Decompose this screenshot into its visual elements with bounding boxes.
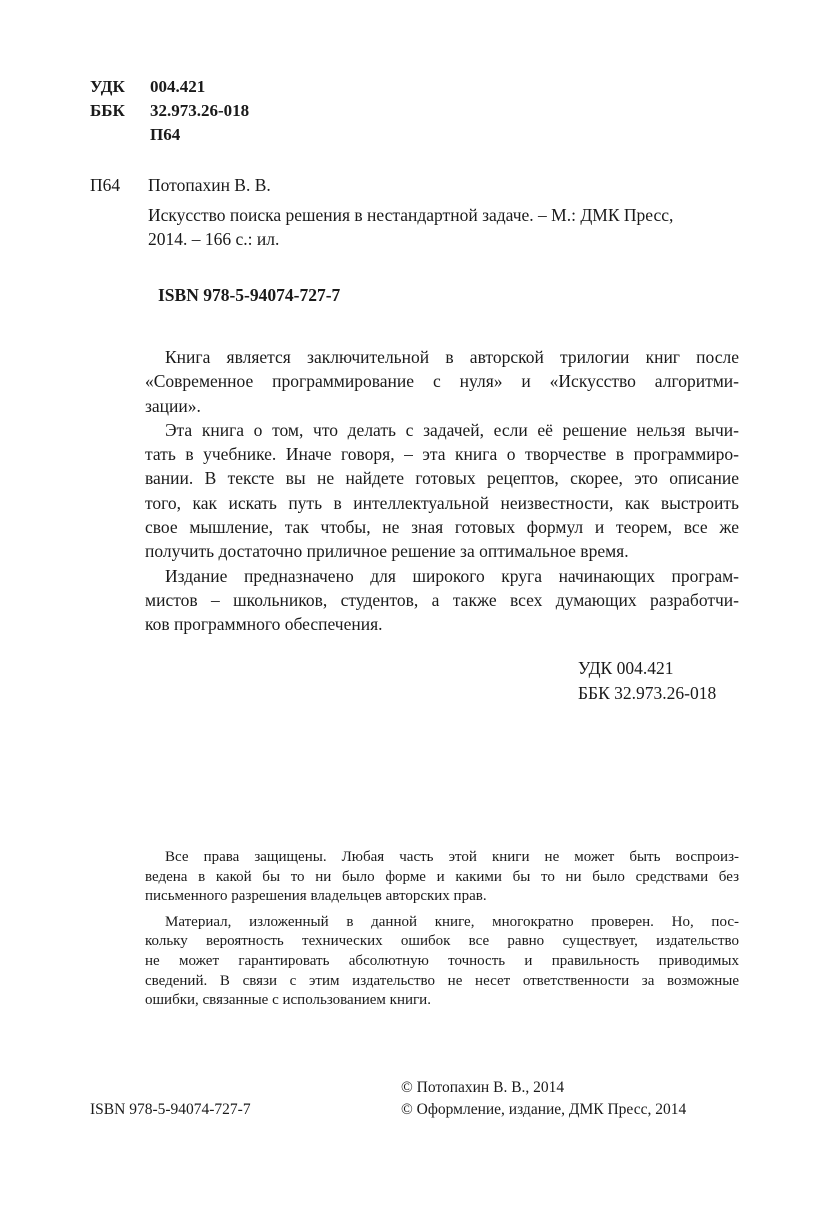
annotation-line: Издание предназначено для широкого круга начинающих програм- xyxy=(165,565,739,586)
bib-title-line-1: Искусство поиска решения в нестандартной задаче. – М.: ДМК Пресс, xyxy=(148,205,674,225)
annotation-line: зации». xyxy=(145,395,201,416)
annotation-paragraph xyxy=(145,418,739,564)
annotation-paragraph xyxy=(145,564,739,637)
annotation-line: получить достаточно приличное решение за оптимальное время. xyxy=(145,541,629,562)
udc-value: 004.421 xyxy=(150,77,206,96)
udc-code: УДК 004.421 xyxy=(578,658,674,678)
udc-bbk-block xyxy=(578,656,716,705)
rights-line: ошибки, связанные с использованием книги. xyxy=(145,992,431,1009)
udc-label: УДК xyxy=(90,77,125,96)
annotation-line: Эта книга о том, что делать с задачей, если её решение нельзя вычи- xyxy=(165,419,739,440)
copyright-publisher: © Оформление, издание, ДМК Пресс, 2014 xyxy=(401,1101,687,1118)
annotation-line: мистов – школьников, студентов, а также всех думающих разработчи- xyxy=(145,589,739,610)
rights-line: ведена в какой бы то ни было форме и какими бы то ни было средствами без xyxy=(145,868,739,885)
annotation xyxy=(145,345,739,637)
bib-author: Потопахин В. В. xyxy=(148,175,271,195)
rights-line: сведений. В связи с этим издательство не несет ответственности за возможные xyxy=(145,972,739,989)
annotation-paragraph xyxy=(145,345,739,418)
rights-line: кольку вероятность технических ошибок все равно существует, издательство xyxy=(145,933,739,950)
rights-line: письменного разрешения владельцев авторских прав. xyxy=(145,888,487,905)
rights-line: Материал, изложенный в данной книге, многократно проверен. Но, пос- xyxy=(165,913,739,930)
footer-isbn: ISBN 978-5-94074-727-7 xyxy=(90,1101,251,1118)
annotation-line: вании. В тексте вы не найдете готовых рецептов, скорее, это описание xyxy=(145,468,739,489)
rights-notice xyxy=(145,848,739,1011)
bbk-label: ББК xyxy=(90,101,125,120)
bbk-value: 32.973.26-018 xyxy=(150,101,250,120)
rights-paragraph xyxy=(145,848,739,907)
rights-line: Все права защищены. Любая часть этой книги не может быть воспроиз- xyxy=(165,849,739,865)
bib-title-line-2: 2014. – 166 с.: ил. xyxy=(148,229,280,249)
bbk-code: ББК 32.973.26-018 xyxy=(578,682,717,703)
bib-isbn: ISBN 978-5-94074-727-7 xyxy=(158,285,341,305)
copyright-author: © Потопахин В. В., 2014 xyxy=(401,1079,565,1096)
annotation-line: ков программного обеспечения. xyxy=(145,614,383,635)
rights-paragraph xyxy=(145,913,739,1011)
annotation-line: свое мышление, так чтобы, не зная готовых формул и теорем, все же xyxy=(145,517,739,538)
bib-author-mark: П64 xyxy=(90,175,121,195)
annotation-line: «Современное программирование с нуля» и «Искусство алгоритми- xyxy=(145,371,739,392)
annotation-line: Книга является заключительной в авторской трилогии книг после xyxy=(165,347,739,367)
rights-line: не может гарантировать абсолютную точность и правильность приводимых xyxy=(145,952,739,969)
annotation-line: тать в учебнике. Иначе говоря, – эта книга о творчестве в программиро- xyxy=(145,444,739,465)
annotation-line: того, как искать путь в интеллектуальной неизвестности, как выстроить xyxy=(145,492,739,513)
author-mark: П64 xyxy=(150,125,181,144)
